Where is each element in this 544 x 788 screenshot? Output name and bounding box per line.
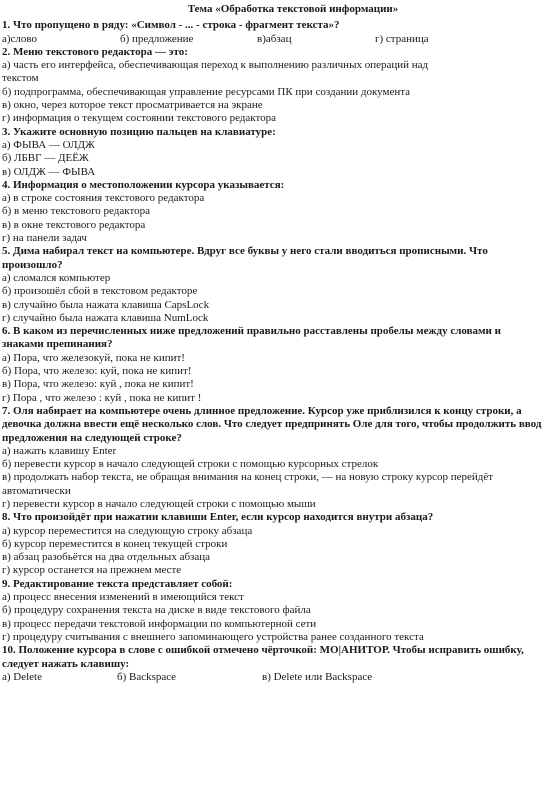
answer-option: б) процедуру сохранения текста на диске в виде текстового файла bbox=[2, 604, 311, 617]
answer-option: г) перевести курсор в начало следующей строки с помощью мыши bbox=[2, 497, 316, 510]
answer-option: в) Delete или Backspace bbox=[262, 670, 373, 683]
answer-option: б) подпрограмма, обеспечивающая управление ресурсами ПК при создании документа bbox=[2, 85, 411, 98]
answer-option: а) курсор переместится на следующую строку абзаца bbox=[2, 524, 253, 537]
answer-option: в) процесс передачи текстовой информации по компьютерной сети bbox=[2, 617, 317, 630]
question-text: 6. В каком из перечисленных ниже предложений правильно расставлены пробелы между словами и знаками препинания? bbox=[2, 325, 501, 351]
question-block bbox=[2, 644, 544, 684]
answer-option: в) в окне текстового редактора bbox=[2, 218, 146, 231]
question-block bbox=[2, 325, 544, 405]
question-text: 9. Редактирование текста представляет собой: bbox=[2, 577, 233, 590]
answer-option: в) случайно была нажата клавиша CapsLock bbox=[2, 298, 210, 311]
answer-option: а) в строке состояния текстового редактора bbox=[2, 192, 205, 205]
question-text: 2. Меню текстового редактора — это: bbox=[2, 45, 188, 58]
question-text: 4. Информация о местоположении курсора указывается: bbox=[2, 178, 285, 191]
answer-option: б) курсор переместится в конец текущей строки bbox=[2, 537, 228, 550]
answer-option: в) окно, через которое текст просматривается на экране bbox=[2, 99, 263, 112]
question-list bbox=[2, 19, 544, 684]
answer-option: а) процесс внесения изменений в имеющийся текст bbox=[2, 591, 244, 604]
question-block bbox=[2, 126, 544, 179]
answer-option: б) перевести курсор в начало следующей строки с помощью курсорных стрелок bbox=[2, 458, 379, 471]
answer-option: б) Backspace bbox=[117, 670, 177, 683]
answer-option: б) ЛБВГ — ДЕЁЖ bbox=[2, 152, 89, 165]
question-text: 7. Оля набирает на компьютере очень длинное предложение. Курсор уже приблизился к концу строки, а девочка должна ввести ещё несколько слов. Что следует предпринять Оле для того, чтобы продолжить ввод предложения на следующей строке? bbox=[2, 404, 542, 444]
answer-options-row bbox=[2, 671, 544, 684]
answer-option: в)абзац bbox=[257, 32, 292, 45]
answer-option: в) Пора, что железо: куй , пока не кипит! bbox=[2, 378, 194, 391]
answer-option: б) в меню текстового редактора bbox=[2, 205, 151, 218]
question-block bbox=[2, 578, 544, 644]
question-text: 5. Дима набирал текст на компьютере. Вдруг все буквы у него стали вводиться прописными. Что произошло? bbox=[2, 245, 488, 271]
answer-option: б) Пора, что железо: куй, пока не кипит! bbox=[2, 365, 192, 378]
question-block bbox=[2, 179, 544, 245]
question-block bbox=[2, 405, 544, 511]
question-text: 1. Что пропущено в ряду: «Символ - ... - строка - фрагмент текста»? bbox=[2, 19, 340, 32]
answer-option: а) Пора, что железокуй, пока не кипит! bbox=[2, 351, 185, 364]
answer-option: текстом bbox=[2, 72, 39, 85]
page-title: Тема «Обработка текстовой информации» bbox=[187, 3, 399, 15]
answer-option: а) часть его интерфейса, обеспечивающая переход к выполнению различных операций над bbox=[2, 59, 429, 72]
answer-option: в) продолжать набор текста, не обращая внимания на конец строки, — на новую строку курсор перейдёт автоматически bbox=[2, 471, 494, 497]
question-text: 8. Что произойдёт при нажатии клавиши Enter, если курсор находится внутри абзаца? bbox=[2, 511, 434, 524]
question-block bbox=[2, 19, 544, 46]
question-block bbox=[2, 245, 544, 325]
answer-option: а)слово bbox=[2, 32, 38, 45]
answer-option: г) процедуру считывания с внешнего запоминающего устройства ранее созданного текста bbox=[2, 630, 424, 643]
question-text: 3. Укажите основную позицию пальцев на клавиатуре: bbox=[2, 125, 276, 138]
answer-option: г) курсор останется на прежнем месте bbox=[2, 564, 182, 577]
answer-option: г) информация о текущем состоянии текстового редактора bbox=[2, 112, 277, 125]
answer-option: б) произошёл сбой в текстовом редакторе bbox=[2, 285, 198, 298]
answer-option: а) сломался компьютер bbox=[2, 271, 111, 284]
answer-option: а) ФЫВА — ОЛДЖ bbox=[2, 138, 95, 151]
question-block bbox=[2, 511, 544, 577]
answer-option: г) Пора , что железо : куй , пока не кипит ! bbox=[2, 391, 202, 404]
answer-option: а) Delete bbox=[2, 670, 42, 683]
answer-option: г) на панели задач bbox=[2, 232, 87, 245]
answer-options-row bbox=[2, 33, 544, 46]
answer-option: в) абзац разобьётся на два отдельных абзаца bbox=[2, 551, 211, 564]
answer-option: а) нажать клавишу Enter bbox=[2, 444, 117, 457]
answer-option: б) предложение bbox=[120, 32, 194, 45]
answer-option: г) случайно была нажата клавиша NumLock bbox=[2, 311, 209, 324]
answer-option: г) страница bbox=[375, 32, 429, 45]
question-text: 10. Положение курсора в слове с ошибкой отмечено чёрточкой: МО|АНИТОР. Чтобы исправить ошибку, следует нажать клавишу: bbox=[2, 644, 524, 670]
answer-option: в) ОЛДЖ — ФЫВА bbox=[2, 165, 96, 178]
question-block bbox=[2, 46, 544, 126]
